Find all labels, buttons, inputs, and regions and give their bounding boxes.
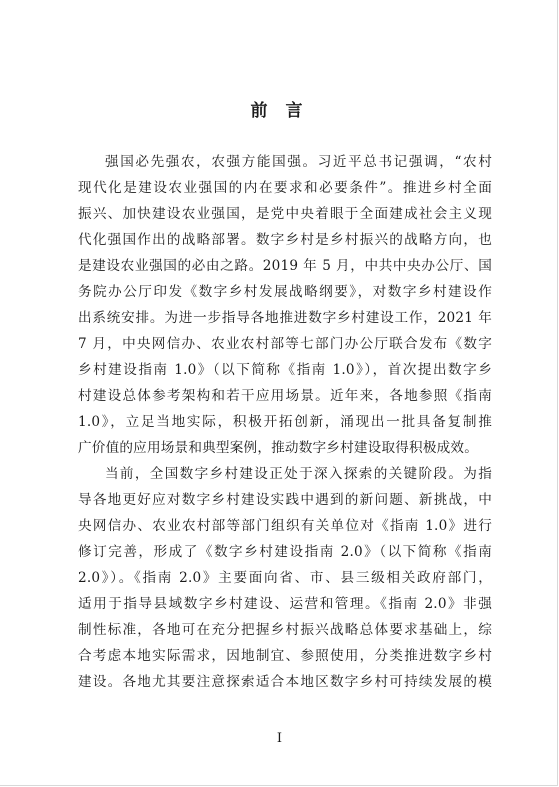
paragraph-line: 2.0》）。《指南 2.0》主要面向省、市、县三级相关政府部门，	[78, 570, 492, 586]
paragraph-line: 修订完善，形成了《数字乡村建设指南 2.0》（以下简称《指南	[78, 544, 492, 560]
paragraph-line: 建设。各地尤其要注意探索适合本地区数字乡村可持续发展的模	[78, 674, 492, 690]
paragraph-line: 振兴、加快建设农业强国，是党中央着眼于全面建成社会主义现	[78, 206, 492, 222]
paragraph-line: 当前，全国数字乡村建设正处于深入探索的关键阶段。为指	[105, 466, 492, 482]
paragraph-line: 务院办公厅印发《数字乡村发展战略纲要》，对数字乡村建设作	[78, 284, 492, 300]
paragraph-2	[78, 461, 492, 695]
paragraph-line: 央网信办、农业农村部等部门组织有关单位对《指南 1.0》进行	[78, 518, 492, 534]
paragraph-line: 导各地更好应对数字乡村建设实践中遇到的新问题、新挑战，中	[78, 492, 492, 508]
paragraph-line: 强国必先强农，农强方能国强。习近平总书记强调，“农村	[105, 154, 492, 170]
paragraph-1	[78, 149, 492, 461]
paragraph-line: 是建设农业强国的必由之路。2019 年 5 月，中共中央办公厅、国	[78, 258, 492, 274]
paragraph-line: 乡村建设指南 1.0》（以下简称《指南 1.0》），首次提出数字乡	[78, 362, 492, 378]
paragraph-line: 出系统安排。为进一步指导各地推进数字乡村建设工作，2021 年	[78, 310, 492, 326]
paragraph-line: 现代化是建设农业强国的内在要求和必要条件”。推进乡村全面	[78, 180, 492, 196]
paragraph-line: 广价值的应用场景和典型案例，推动数字乡村建设取得积极成效。	[78, 440, 479, 456]
paragraph-line: 1.0》，立足当地实际，积极开拓创新，涌现出一批具备复制推	[78, 414, 492, 430]
paragraph-line: 适用于指导县域数字乡村建设、运营和管理。《指南 2.0》非强	[78, 596, 492, 612]
document-title: 前 言	[250, 101, 309, 121]
document-body	[78, 149, 492, 695]
paragraph-line: 7 月，中央网信办、农业农村部等七部门办公厅联合发布《数字	[78, 336, 492, 352]
paragraph-line: 代化强国作出的战略部署。数字乡村是乡村振兴的战略方向，也	[78, 232, 492, 248]
paragraph-line: 制性标准，各地可在充分把握乡村振兴战略总体要求基础上，综	[78, 622, 492, 638]
paragraph-line: 合考虑本地实际需求，因地制宜、参照使用，分类推进数字乡村	[78, 648, 492, 664]
paragraph-line: 村建设总体参考架构和若干应用场景。近年来，各地参照《指南	[78, 388, 492, 404]
page-number: I	[276, 731, 283, 746]
